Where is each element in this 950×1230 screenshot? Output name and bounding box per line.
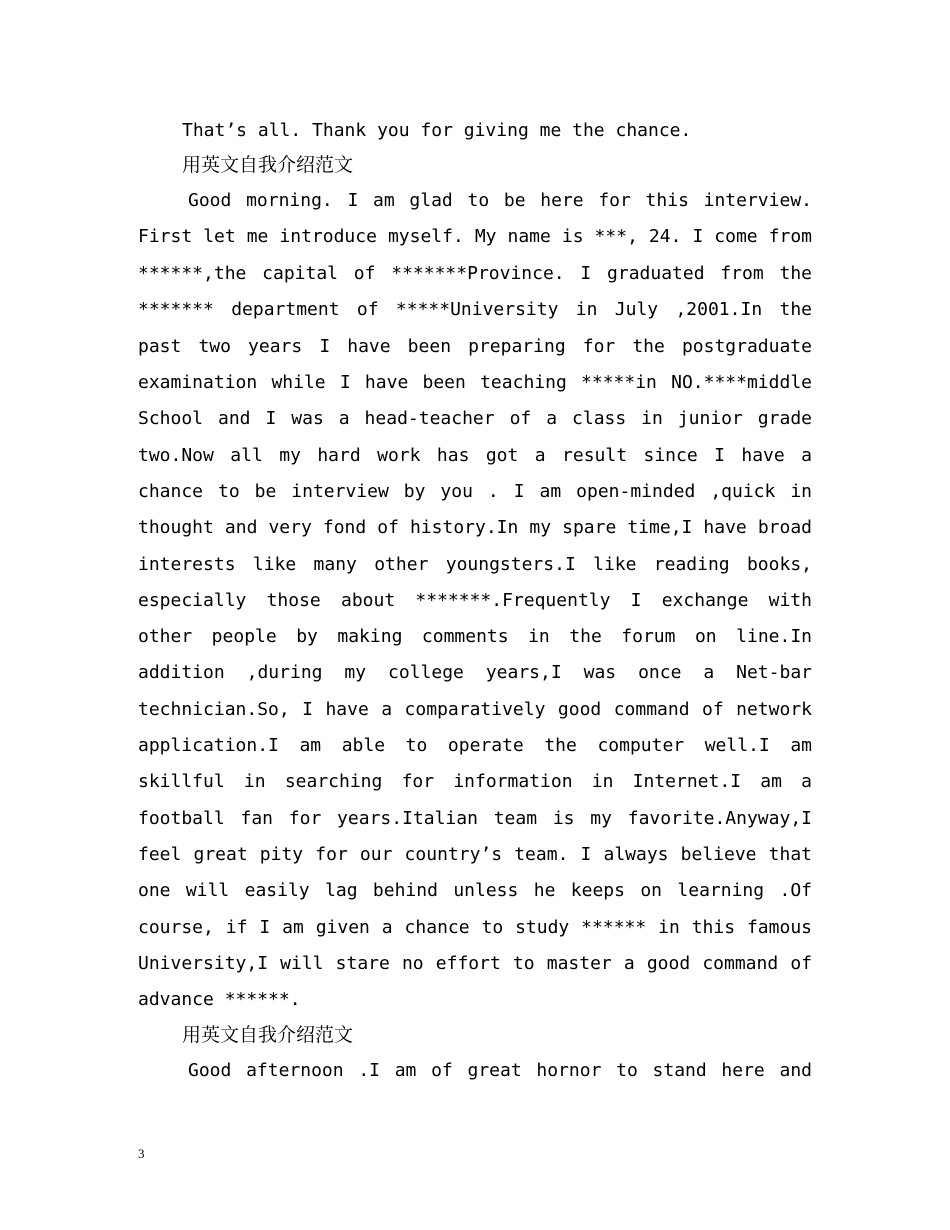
paragraph-line: one will easily lag behind unless he keeps on learning .Of [138, 880, 812, 901]
paragraph-line: ******,the capital of *******Province. I graduated from the [138, 263, 812, 284]
paragraph-line: football fan for years.Italian team is my favorite.Anyway,I [138, 808, 812, 829]
paragraph-line: especially those about *******.Frequently I exchange with [138, 590, 812, 611]
paragraph-line: thought and very fond of history.In my spare time,I have broad [138, 517, 812, 538]
paragraph-line: chance to be interview by you . I am open-minded ,quick in [138, 481, 812, 502]
paragraph-line: School and I was a head-teacher of a class in junior grade [138, 408, 812, 429]
paragraph-line: skillful in searching for information in Internet.I am a [138, 771, 812, 792]
paragraph-line: interests like many other youngsters.I like reading books, [138, 554, 812, 575]
closing-line: That’s all. Thank you for giving me the chance. [182, 120, 692, 141]
paragraph-line: feel great pity for our country’s team. I always believe that [138, 844, 812, 865]
paragraph-line: application.I am able to operate the computer well.I am [138, 735, 812, 756]
section-heading-2: 用英文自我介绍范文 [182, 1024, 354, 1046]
paragraph-line: other people by making comments in the forum on line.In [138, 626, 812, 647]
paragraph-line: advance ******. [138, 989, 301, 1010]
paragraph-line: First let me introduce myself. My name is ***, 24. I come from [138, 226, 812, 247]
section-heading-1: 用英文自我介绍范文 [182, 154, 354, 176]
paragraph-line: addition ,during my college years,I was once a Net-bar [138, 662, 812, 683]
page-number: 3 [138, 1146, 145, 1161]
paragraph-line: course, if I am given a chance to study ****** in this famous [138, 917, 812, 938]
paragraph-line: ******* department of *****University in July ,2001.In the [138, 299, 812, 320]
paragraph-line: University,I will stare no effort to master a good command of [138, 953, 812, 974]
paragraph-line: Good morning. I am glad to be here for this interview. [188, 190, 812, 211]
paragraph-line: two.Now all my hard work has got a result since I have a [138, 445, 812, 466]
paragraph-line: examination while I have been teaching *****in NO.****middle [138, 372, 812, 393]
paragraph-line: past two years I have been preparing for the postgraduate [138, 336, 812, 357]
paragraph-line: technician.So, I have a comparatively good command of network [138, 699, 812, 720]
paragraph-2-line: Good afternoon .I am of great hornor to stand here and [188, 1060, 812, 1081]
